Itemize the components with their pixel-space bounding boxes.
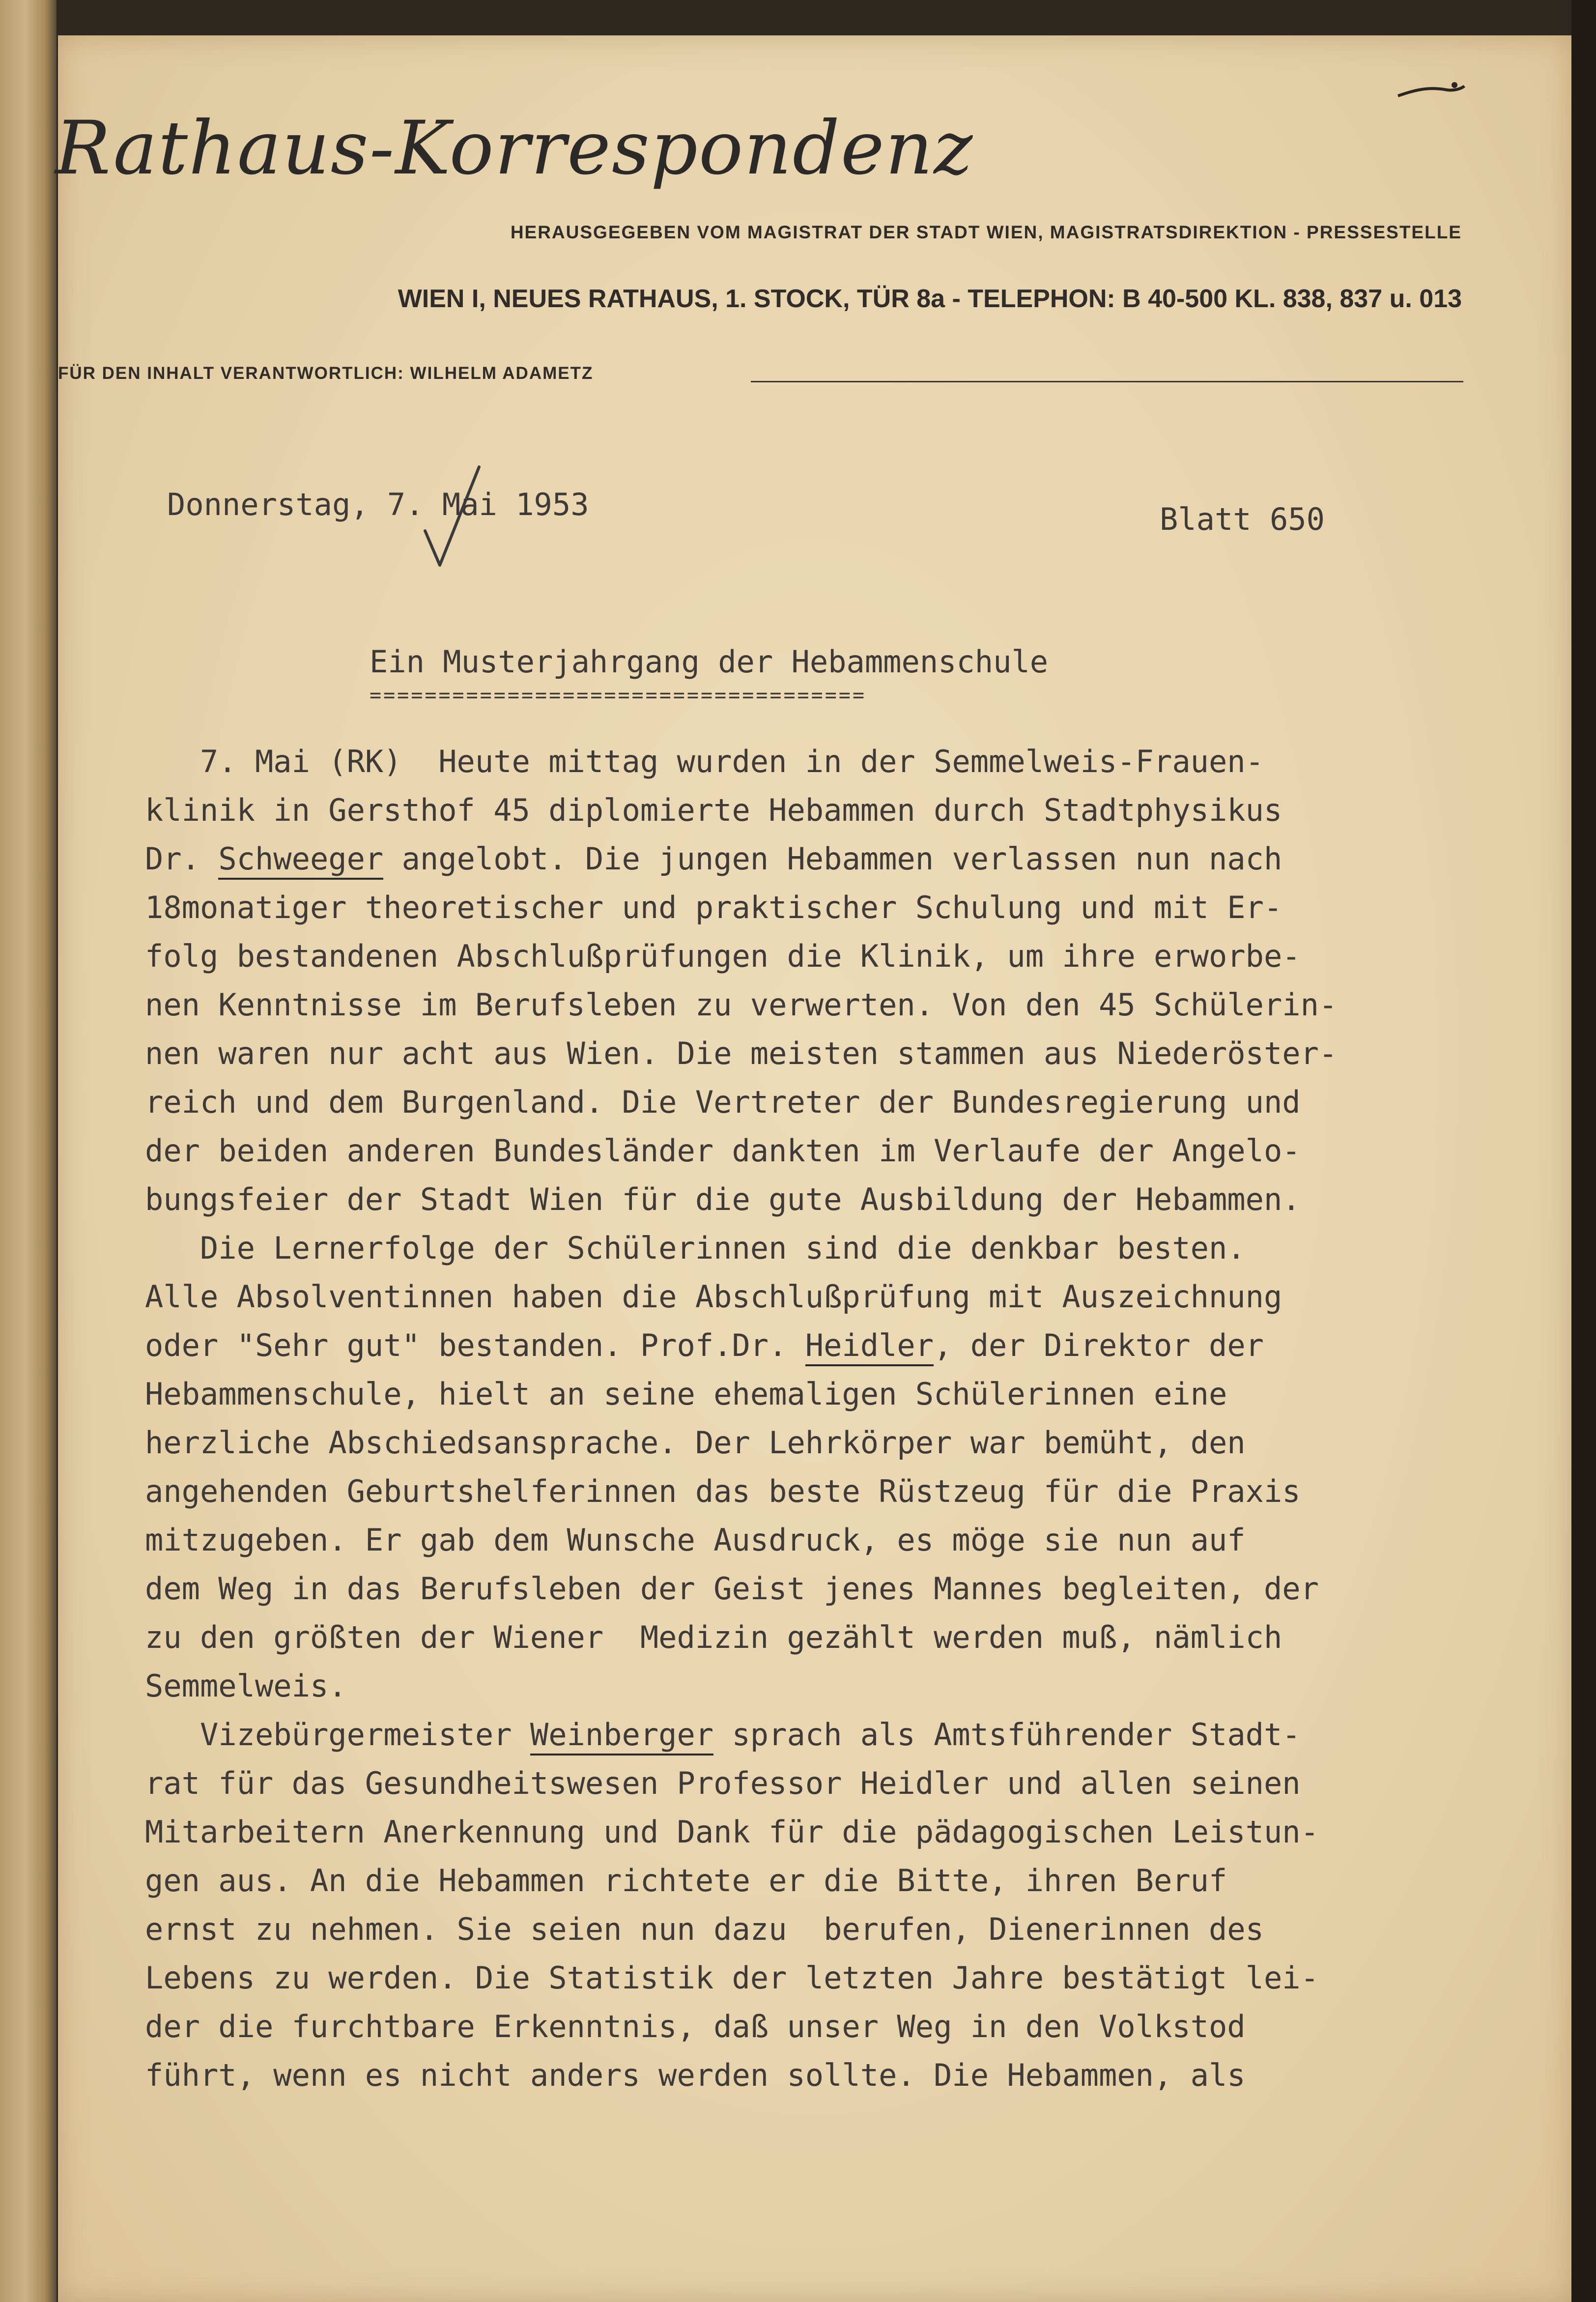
line-text: nen waren nur acht aus Wien. Die meisten stammen aus Niederöster- (145, 1036, 1338, 1071)
underlined-name: Heidler (805, 1327, 934, 1366)
article-line (145, 1418, 1337, 1467)
line-text: rat für das Gesundheitswesen Professor Heidler und allen seinen (145, 1765, 1301, 1801)
sheet-number: Blatt 650 (1160, 501, 1325, 537)
line-text: nen Kenntnisse im Berufsleben zu verwerten. Von den 45 Schülerin- (145, 987, 1338, 1023)
underlined-name: Schweeger (218, 841, 383, 880)
line-text: Mitarbeitern Anerkennung und Dank für die pädagogischen Leistun- (145, 1814, 1319, 1850)
line-text: zu den größten der Wiener Medizin gezählt werden muß, nämlich (145, 1619, 1282, 1655)
line-text: angehenden Geburtshelferinnen das beste Rüstzeug für die Praxis (145, 1473, 1301, 1509)
article-line (145, 1078, 1337, 1126)
article-line (145, 1905, 1337, 1954)
line-text: Hebammenschule, hielt an seine ehemaligen Schülerinnen eine (145, 1376, 1227, 1412)
publisher-line: HERAUSGEGEBEN VOM MAGISTRAT DER STADT WIEN, MAGISTRATSDIREKTION - PRESSESTELLE (510, 222, 1462, 242)
line-text: führt, wenn es nicht anders werden sollte. Die Hebammen, als (145, 2057, 1246, 2093)
line-text: , der Direktor der (934, 1327, 1264, 1363)
article-line (145, 1710, 1337, 1759)
line-text: Die Lernerfolge der Schülerinnen sind die denkbar besten. (145, 1230, 1246, 1266)
article-line (145, 786, 1337, 834)
date-line: Donnerstag, 7. Mai 1953 (167, 487, 589, 522)
line-text: Semmelweis. (145, 1668, 347, 1704)
article-line (145, 1175, 1337, 1224)
line-text: der beiden anderen Bundesländer dankten im Verlaufe der Angelo- (145, 1133, 1301, 1169)
article-line (145, 1224, 1337, 1272)
article-line (145, 932, 1337, 980)
article-line (145, 1662, 1337, 1710)
address-line: WIEN I, NEUES RATHAUS, 1. STOCK, TÜR 8a - TELEPHON: B 40-500 KL. 838, 837 u. 013 (398, 285, 1462, 313)
article-line (145, 834, 1337, 883)
article-line (145, 2002, 1337, 2051)
responsible-row (58, 364, 1463, 388)
article-line (145, 1808, 1337, 1856)
line-text: der die furchtbare Erkenntnis, daß unser Weg in den Volkstod (145, 2009, 1246, 2044)
article-line (145, 1954, 1337, 2002)
underlined-name: Weinberger (530, 1717, 713, 1755)
article-line (145, 2051, 1337, 2100)
line-text: sprach als Amtsführender Stadt- (713, 1717, 1301, 1753)
article-line (145, 1856, 1337, 1905)
line-text: herzliche Abschiedsansprache. Der Lehrkörper war bemüht, den (145, 1425, 1246, 1461)
article-line (145, 1467, 1337, 1516)
line-text: ernst zu nehmen. Sie seien nun dazu berufen, Dienerinnen des (145, 1911, 1264, 1947)
line-text: klinik in Gersthof 45 diplomierte Hebammen durch Stadtphysikus (145, 792, 1282, 828)
article-line (145, 1272, 1337, 1321)
line-text: reich und dem Burgenland. Die Vertreter der Bundesregierung und (145, 1084, 1301, 1120)
headline-rule: ==================================== (370, 686, 866, 705)
line-text: oder "Sehr gut" bestanden. Prof.Dr. (145, 1327, 805, 1363)
masthead-title: Rathaus-Korrespondenz (55, 106, 974, 191)
line-text: dem Weg in das Berufsleben der Geist jenes Mannes begleiten, der (145, 1571, 1319, 1607)
article-line (145, 1516, 1337, 1564)
article-line (145, 1029, 1337, 1078)
scan-margin (1571, 0, 1596, 2302)
line-text: bungsfeier der Stadt Wien für die gute Ausbildung der Hebammen. (145, 1181, 1301, 1217)
article-line (145, 1759, 1337, 1808)
article-line (145, 1613, 1337, 1662)
article-line (145, 1321, 1337, 1370)
article-line (145, 980, 1337, 1029)
article-line (145, 883, 1337, 932)
article-headline: Ein Musterjahrgang der Hebammenschule (370, 644, 1049, 680)
article-body (145, 737, 1337, 2100)
line-text: angelobt. Die jungen Hebammen verlassen nun nach (383, 841, 1282, 877)
check-mark-icon (420, 462, 484, 570)
responsible-line: FÜR DEN INHALT VERANTWORTLICH: WILHELM ADAMETZ (58, 364, 594, 383)
article-line (145, 1370, 1337, 1418)
ink-smudge (1393, 76, 1467, 111)
line-text: Lebens zu werden. Die Statistik der letzten Jahre bestätigt lei- (145, 1960, 1319, 1996)
line-text: mitzugeben. Er gab dem Wunsche Ausdruck, es möge sie nun auf (145, 1522, 1246, 1558)
line-text: Alle Absolventinnen haben die Abschlußprüfung mit Auszeichnung (145, 1279, 1282, 1315)
line-text: 7. Mai (RK) Heute mittag wurden in der Semmelweis-Frauen- (145, 744, 1264, 779)
line-text: Vizebürgermeister (145, 1717, 530, 1753)
line-text: gen aus. An die Hebammen richtete er die Bitte, ihren Beruf (145, 1863, 1227, 1899)
line-text: 18monatiger theoretischer und praktischer Schulung und mit Er- (145, 890, 1282, 925)
book-binding (0, 0, 57, 2302)
responsible-rule (751, 381, 1463, 382)
article-line (145, 1564, 1337, 1613)
line-text: Dr. (145, 841, 219, 877)
article-line (145, 1126, 1337, 1175)
article-line (145, 737, 1337, 786)
line-text: folg bestandenen Abschlußprüfungen die Klinik, um ihre erworbe- (145, 938, 1301, 974)
